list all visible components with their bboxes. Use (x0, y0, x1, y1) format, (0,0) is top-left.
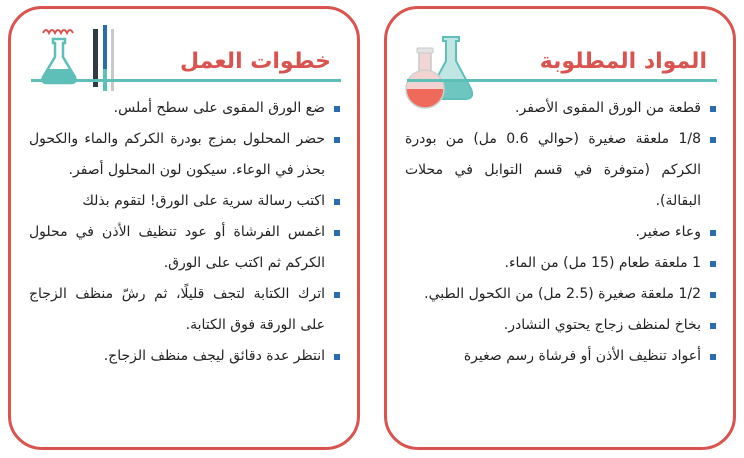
list-item: أعواد تنظيف الأذن أو فرشاة رسم صغيرة (405, 341, 719, 372)
steps-list (29, 93, 343, 372)
list-item: انتظر عدة دقائق ليجف منظف الزجاج. (29, 341, 343, 372)
list-item: 1 ملعقة طعام (15 مل) من الماء. (405, 248, 719, 279)
list-item: اترك الكتابة لتجف قليلًا، ثم رشّ منظف الزجاج على الورقة فوق الكتابة. (29, 279, 343, 341)
materials-card (384, 6, 736, 450)
steps-title: خطوات العمل (180, 49, 331, 74)
list-item: اغمس الفرشاة أو عود تنظيف الأذن في محلول الكركم ثم اكتب على الورق. (29, 217, 343, 279)
list-item: 1/8 ملعقة صغيرة (حوالي 0.6 مل) من بودرة الكركم (متوفرة في قسم التوابل في محلات البقالة). (405, 124, 719, 217)
list-item: حضر المحلول بمزج بودرة الكركم والماء والكحول بحذر في الوعاء. سيكون لون المحلول أصفر. (29, 124, 343, 186)
materials-list (405, 93, 719, 372)
list-item: بخاخ لمنظف زجاج يحتوي النشادر. (405, 310, 719, 341)
steps-card (8, 6, 360, 450)
list-item: قطعة من الورق المقوى الأصفر. (405, 93, 719, 124)
flask-test-tubes-icon (35, 19, 125, 95)
materials-title-underline (407, 79, 717, 82)
list-item: وعاء صغير. (405, 217, 719, 248)
list-item: ضع الورق المقوى على سطح أملس. (29, 93, 343, 124)
steps-title-underline (31, 79, 341, 82)
materials-title: المواد المطلوبة (539, 49, 707, 74)
list-item: اكتب رسالة سرية على الورق! لتقوم بذلك (29, 186, 343, 217)
list-item: 1/2 ملعقة صغيرة (2.5 مل) من الكحول الطبي. (405, 279, 719, 310)
